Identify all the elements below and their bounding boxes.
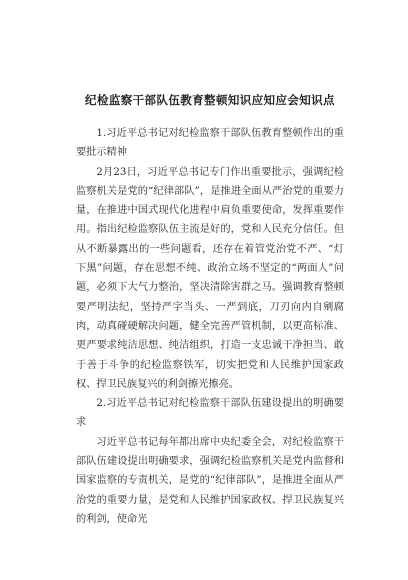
document-body <box>76 124 344 529</box>
document-title: 纪检监察干部队伍教育整顿知识应知应会知识点 <box>85 93 335 107</box>
section-heading: 2.习近平总书记对纪检监察干部队伍建设提出的明确要求 <box>76 398 344 429</box>
section-heading: 1.习近平总书记对纪检监察干部队伍教育整顿作出的重要批示精神 <box>76 128 344 159</box>
section-paragraph: 习近平总书记每年都出席中央纪委全会，对纪检监察干部队伍建设提出明确要求，强调纪检监察机关是党内监督和国家监察的专责机关，是党的“纪律部队”，是推进全面从严治党的重要力量，是党和人民维护国家政权、捍卫民族复兴的利剑，使命光 <box>76 436 344 525</box>
section-paragraph: 2月23日，习近平总书记专门作出重要批示，强调纪检监察机关是党的“纪律部队”，是推进全面从严治党的重要力量，在推进中国式现代化进程中肩负重要使命，发挥重要作用。指出纪检监察队伍主流是好的，党和人民充分信任。但从不断暴露出的一些问题看，还存在着管党治党不严、“灯下黑”问题，存在思想不纯、政治立场不坚定的“两面人”问题，必须下大气力整治，坚决清除害群之马。强调教育整顿要严明法纪，坚持严字当头、一严到底，刀刃向内自剜腐肉，动真碰硬解决问题，健全完善严管机制，以更高标准、更严要求纯洁思想、纯洁组织，打造一支忠诚干净担当、敢于善于斗争的纪检监察铁军，切实把党和人民维护国家政权、捍卫民族复兴的利剑擦光擦亮。 <box>76 166 344 390</box>
